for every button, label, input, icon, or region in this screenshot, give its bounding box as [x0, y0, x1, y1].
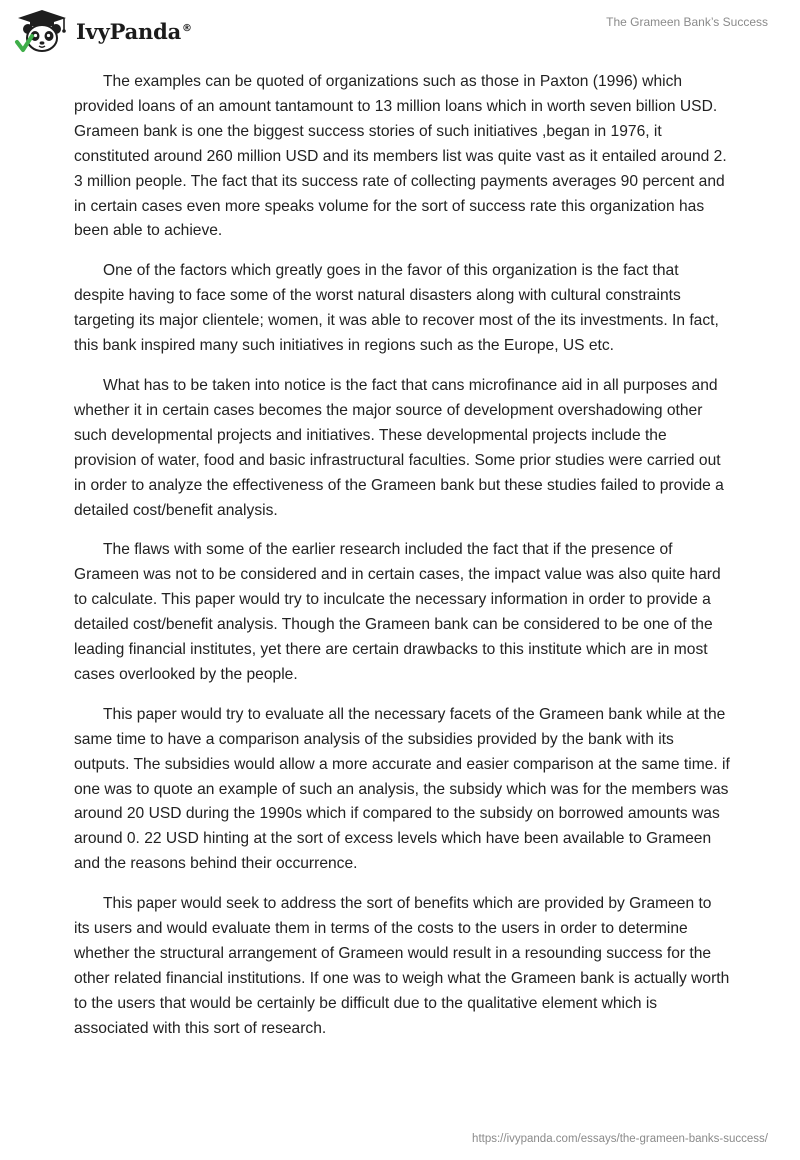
paragraph: The examples can be quoted of organizations such as those in Paxton (1996) which provided loans of an amount tantamount to 13 million loans which in worth seven billion USD. Grameen bank is one the biggest success stories of such initiatives ,began in 1976, it constituted around 260 million USD and its members list was quite vast as it entailed around 2. 3 million people. The fact that its success rate of collecting payments averages 90 percent and in certain cases even more speaks volume for the sort of success rate this organization has been able to achieve.: [74, 73, 727, 240]
brand-logo[interactable]: [14, 8, 192, 54]
page-header: [0, 0, 800, 60]
brand-name: IvyPanda®: [76, 18, 192, 44]
registered-mark: ®: [182, 22, 192, 34]
paragraph: One of the factors which greatly goes in the favor of this organization is the fact that despite having to face some of the worst natural disasters along with cultural constraints targeting its major clientele; women, it was able to recover most of the its investments. In fact, this bank inspired many such initiatives in regions such as the Europe, US etc.: [74, 262, 719, 355]
paragraph: The flaws with some of the earlier research included the fact that if the presence of Grameen was not to be considered and in certain cases, the impact value was also quite hard to calculate. This paper would try to inculcate the necessary information in order to provide a detailed cost/benefit analysis. Though the Grameen bank can be considered to be one of the leading financial institutes, yet there are certain drawbacks to this institute which are in most cases overlooked by the people.: [74, 541, 721, 683]
document-title: The Grameen Bank’s Success: [606, 15, 768, 29]
paragraph: This paper would seek to address the sort of benefits which are provided by Grameen to its users and would evaluate them in terms of the costs to the users in order to determine whether the structural arrangement of Grameen would result in a resounding success for the other related financial institutions. If one was to weigh what the Grameen bank is actually worth to the users that would be certainly be difficult due to the qualitative element which is associated with this sort of research.: [74, 895, 730, 1037]
paragraph: What has to be taken into notice is the fact that cans microfinance aid in all purposes and whether it in certain cases becomes the major source of development overshadowing other such developmental projects and initiatives. These developmental projects include the provision of water, food and basic infrastructural faculties. Some prior studies were carried out in order to analyze the effectiveness of the Grameen bank but these studies failed to provide a detailed cost/benefit analysis.: [74, 376, 724, 519]
essay-body: [74, 70, 730, 1057]
source-url[interactable]: https://ivypanda.com/essays/the-grameen-banks-success/: [472, 1133, 768, 1145]
paragraph: This paper would try to evaluate all the necessary facets of the Grameen bank while at the same time to have a comparison analysis of the subsidies provided by the bank with its outputs. The subsidies would allow a more accurate and easier comparison at the same time. if one was to quote an example of such an analysis, the subsidy which was for the members was around 20 USD during the 1990s which if compared to the subsidy on borrowed amounts was around 0. 22 USD hinting at the sort of excess levels which have been available to Grameen and the reasons behind their occurrence.: [74, 705, 730, 873]
panda-graduate-icon: [14, 8, 70, 54]
